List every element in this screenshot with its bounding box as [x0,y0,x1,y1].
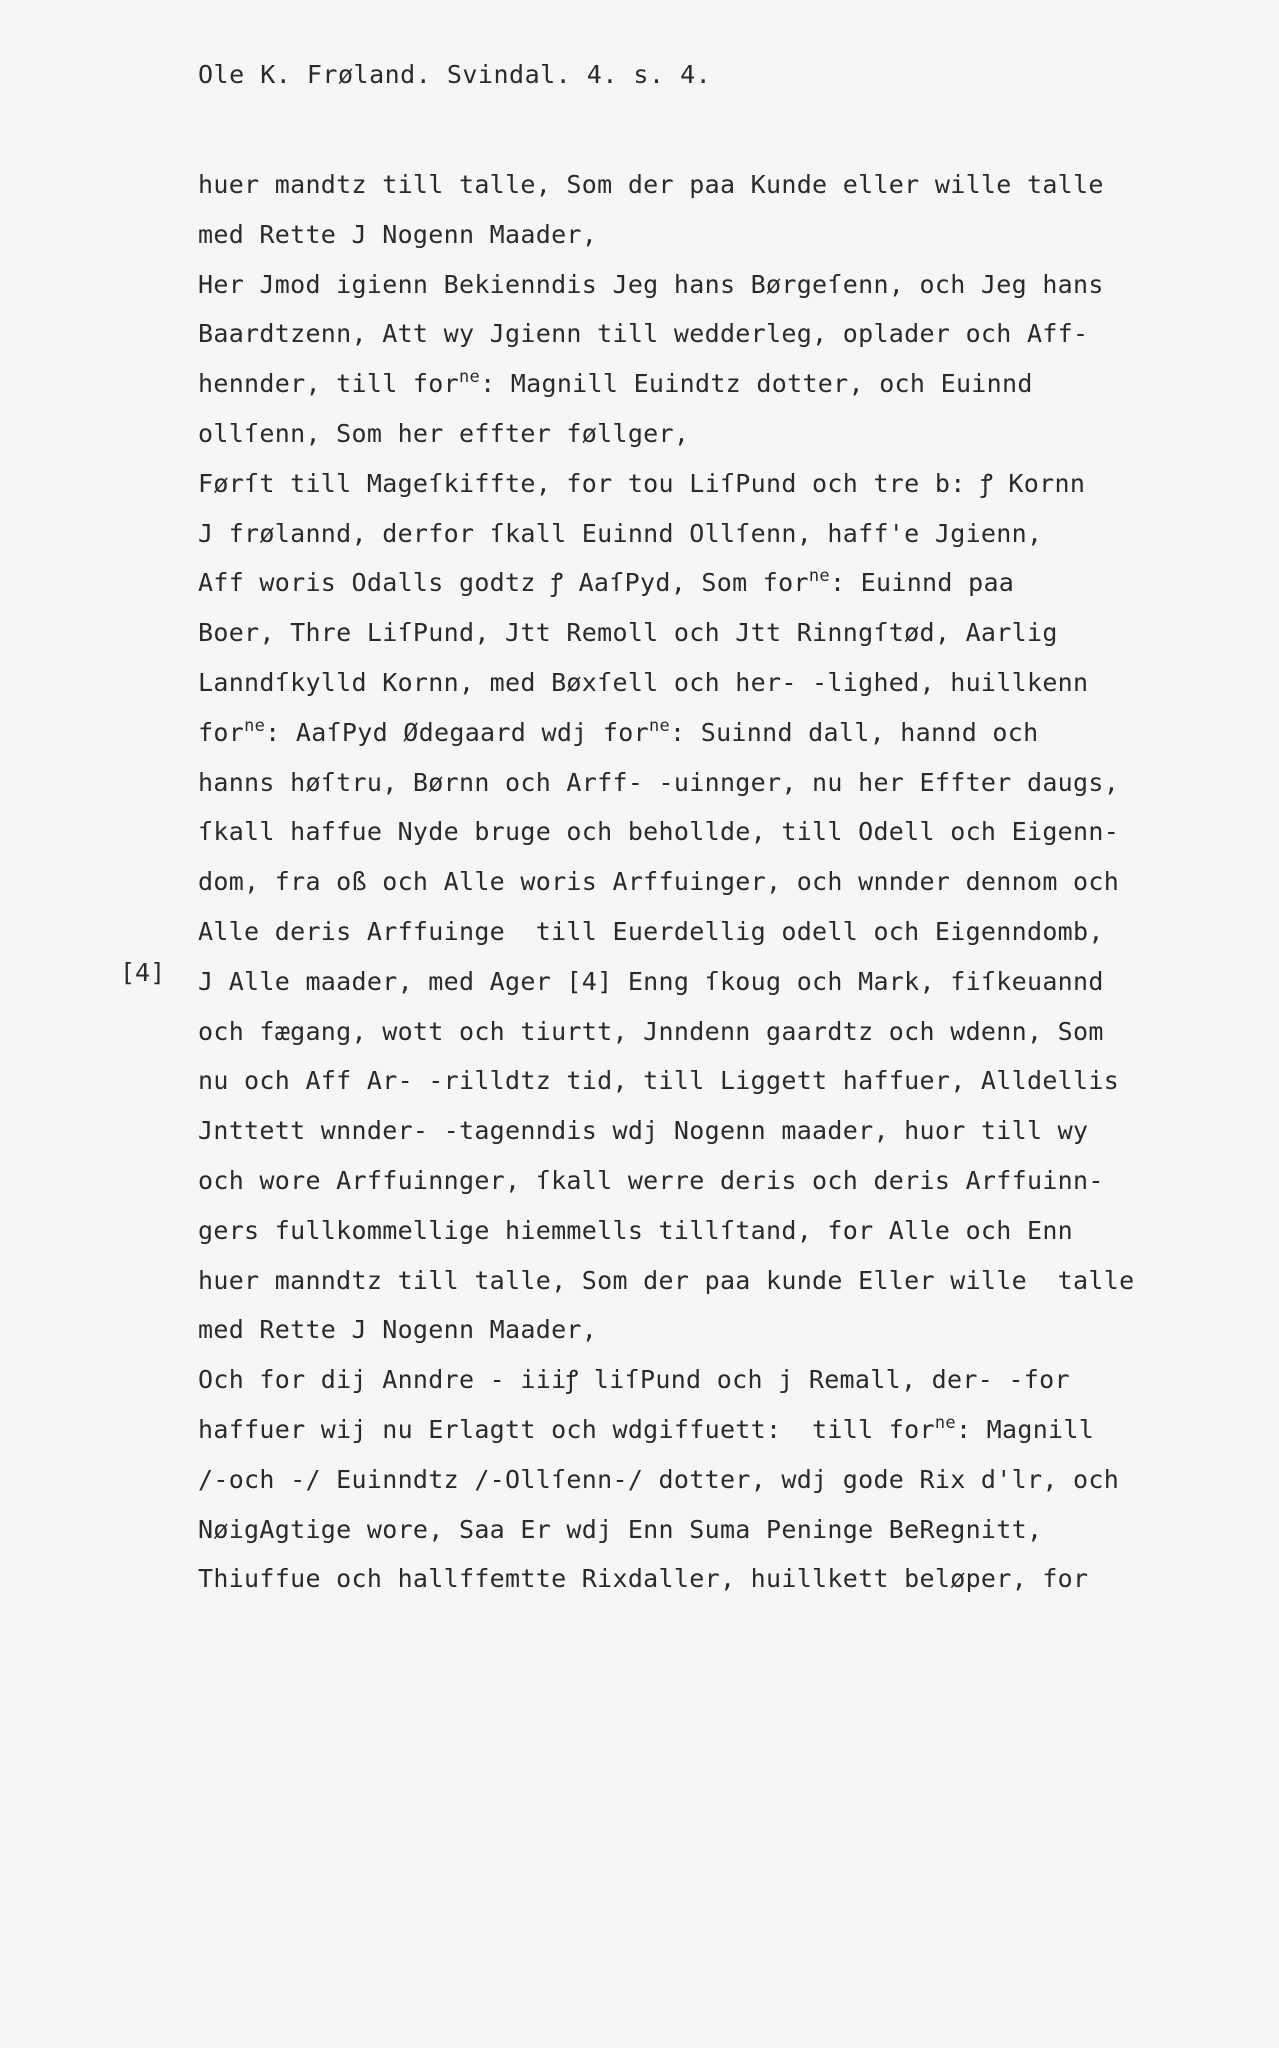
line-segment: NøigAgtige wore, Saa Er wdj Enn Suma Peninge BeRegnitt, [198,1514,1043,1544]
line-segment: ollſenn, Som her effter føllger, [198,418,690,448]
superscript-abbrev: ne [648,715,671,736]
line-segment: med Rette J Nogenn Maader, [198,219,598,249]
line-segment: dom, fra oß och Alle woris Arffuinger, och wnnder dennom och [198,867,1120,897]
text-line [198,1554,1198,1604]
text-line [198,1505,1198,1555]
line-segment: haffuer wij nu Erlagtt och wdgiffuett: till for [198,1414,935,1444]
line-segment: nu och Aff Ar- -rilldtz tid, till Liggett haffuer, Alldellis [198,1066,1120,1096]
margin-page-reference: [4] [120,958,166,987]
text-line [198,857,1198,907]
line-segment: : Euinnd paa [829,568,1015,598]
text-line [198,658,1198,708]
line-segment: for [198,717,245,747]
line-segment: med Rette J Nogenn Maader, [198,1315,598,1345]
line-segment: J Alle maader, med Ager [4] Enng ſkoug och Mark, fiſkeuannd [198,966,1104,996]
superscript-abbrev: ne [808,566,830,587]
text-line [198,1355,1198,1405]
line-segment: ſkall haffue Nyde bruge och behollde, till Odell och Eigenn- [198,817,1120,847]
text-line [198,1256,1198,1306]
superscript-abbrev: ne [458,367,481,388]
line-segment: Boer, Thre LiſPund, Jtt Remoll och Jtt Rinngſtød, Aarlig [198,618,1058,648]
text-line [198,1056,1198,1106]
text-line [198,1007,1198,1057]
line-segment: och fægang, wott och tiurtt, Jnndenn gaardtz och wdenn, Som [198,1016,1104,1046]
line-segment: Och for dij Anndre - iiiꝭ liſPund och j Remall, der- -for [198,1365,1070,1395]
text-line [198,708,1198,758]
text-line [198,907,1198,957]
line-segment: Baardtzenn, Att wy Jgienn till wedderleg, oplader och Aff- [198,319,1089,349]
text-line [198,1156,1198,1206]
text-line [198,260,1198,310]
line-segment: : Magnill [955,1414,1095,1444]
text-line [198,1305,1198,1355]
text-line [198,160,1198,210]
text-line [198,1106,1198,1156]
text-line [198,1405,1198,1455]
line-segment: gers fullkommellige hiemmells tillſtand, for Alle och Enn [198,1215,1074,1245]
line-segment: J frølannd, derfor ſkall Euinnd Ollſenn, haff'e Jgienn, [198,518,1043,548]
text-line [198,210,1198,260]
line-segment: huer manndtz till talle, Som der paa kunde Eller wille talle [198,1265,1135,1295]
text-line [198,957,1198,1007]
text-line [198,758,1198,808]
text-line [198,608,1198,658]
text-line [198,1206,1198,1256]
transcription-body [198,160,1198,1604]
line-segment: : AaſPyd Ødegaard wdj for [265,717,649,747]
text-line [198,1455,1198,1505]
line-segment: /-och -/ Euinndtz /-Ollſenn-/ dotter, wdj gode Rix d'lr, och [198,1464,1120,1494]
text-line [198,509,1198,559]
line-segment: hanns høſtru, Børnn och Arff- -uinnger, nu her Effter daugs, [198,767,1120,797]
line-segment: Lanndſkylld Kornn, med Bøxſell och her- -lighed, huillkenn [198,667,1089,697]
text-line [198,409,1198,459]
text-line [198,359,1198,409]
line-segment: : Suinnd dall, hannd och [670,717,1039,747]
line-segment: och wore Arffuinnger, ſkall werre deris och deris Arffuinn- [198,1165,1104,1195]
line-segment: Førſt till Mageſkiffte, for tou LiſPund och tre b: ꝭ Kornn [198,468,1086,498]
line-segment: hennder, till for [198,369,459,399]
text-line [198,558,1198,608]
text-line [198,807,1198,857]
page-header: Ole K. Frøland. Svindal. 4. s. 4. [198,60,712,89]
text-line [198,309,1198,359]
superscript-abbrev: ne [934,1412,956,1433]
line-segment: Her Jmod igienn Bekienndis Jeg hans Børgeſenn, och Jeg hans [198,269,1104,299]
line-segment: Jnttett wnnder- -tagenndis wdj Nogenn maader, huor till wy [198,1116,1089,1146]
line-segment: Alle deris Arffuinge till Euerdellig odell och Eigenndomb, [198,916,1104,946]
superscript-abbrev: ne [244,715,266,736]
text-line [198,459,1198,509]
line-segment: Aff woris Odalls godtz ꝭ AaſPyd, Som for [198,568,809,598]
line-segment: : Magnill Euindtz dotter, och Euinnd [480,369,1033,399]
line-segment: huer mandtz till talle, Som der paa Kunde eller wille talle [198,170,1104,199]
line-segment: Thiuffue och hallffemtte Rixdaller, huillkett beløper, for [198,1564,1089,1594]
